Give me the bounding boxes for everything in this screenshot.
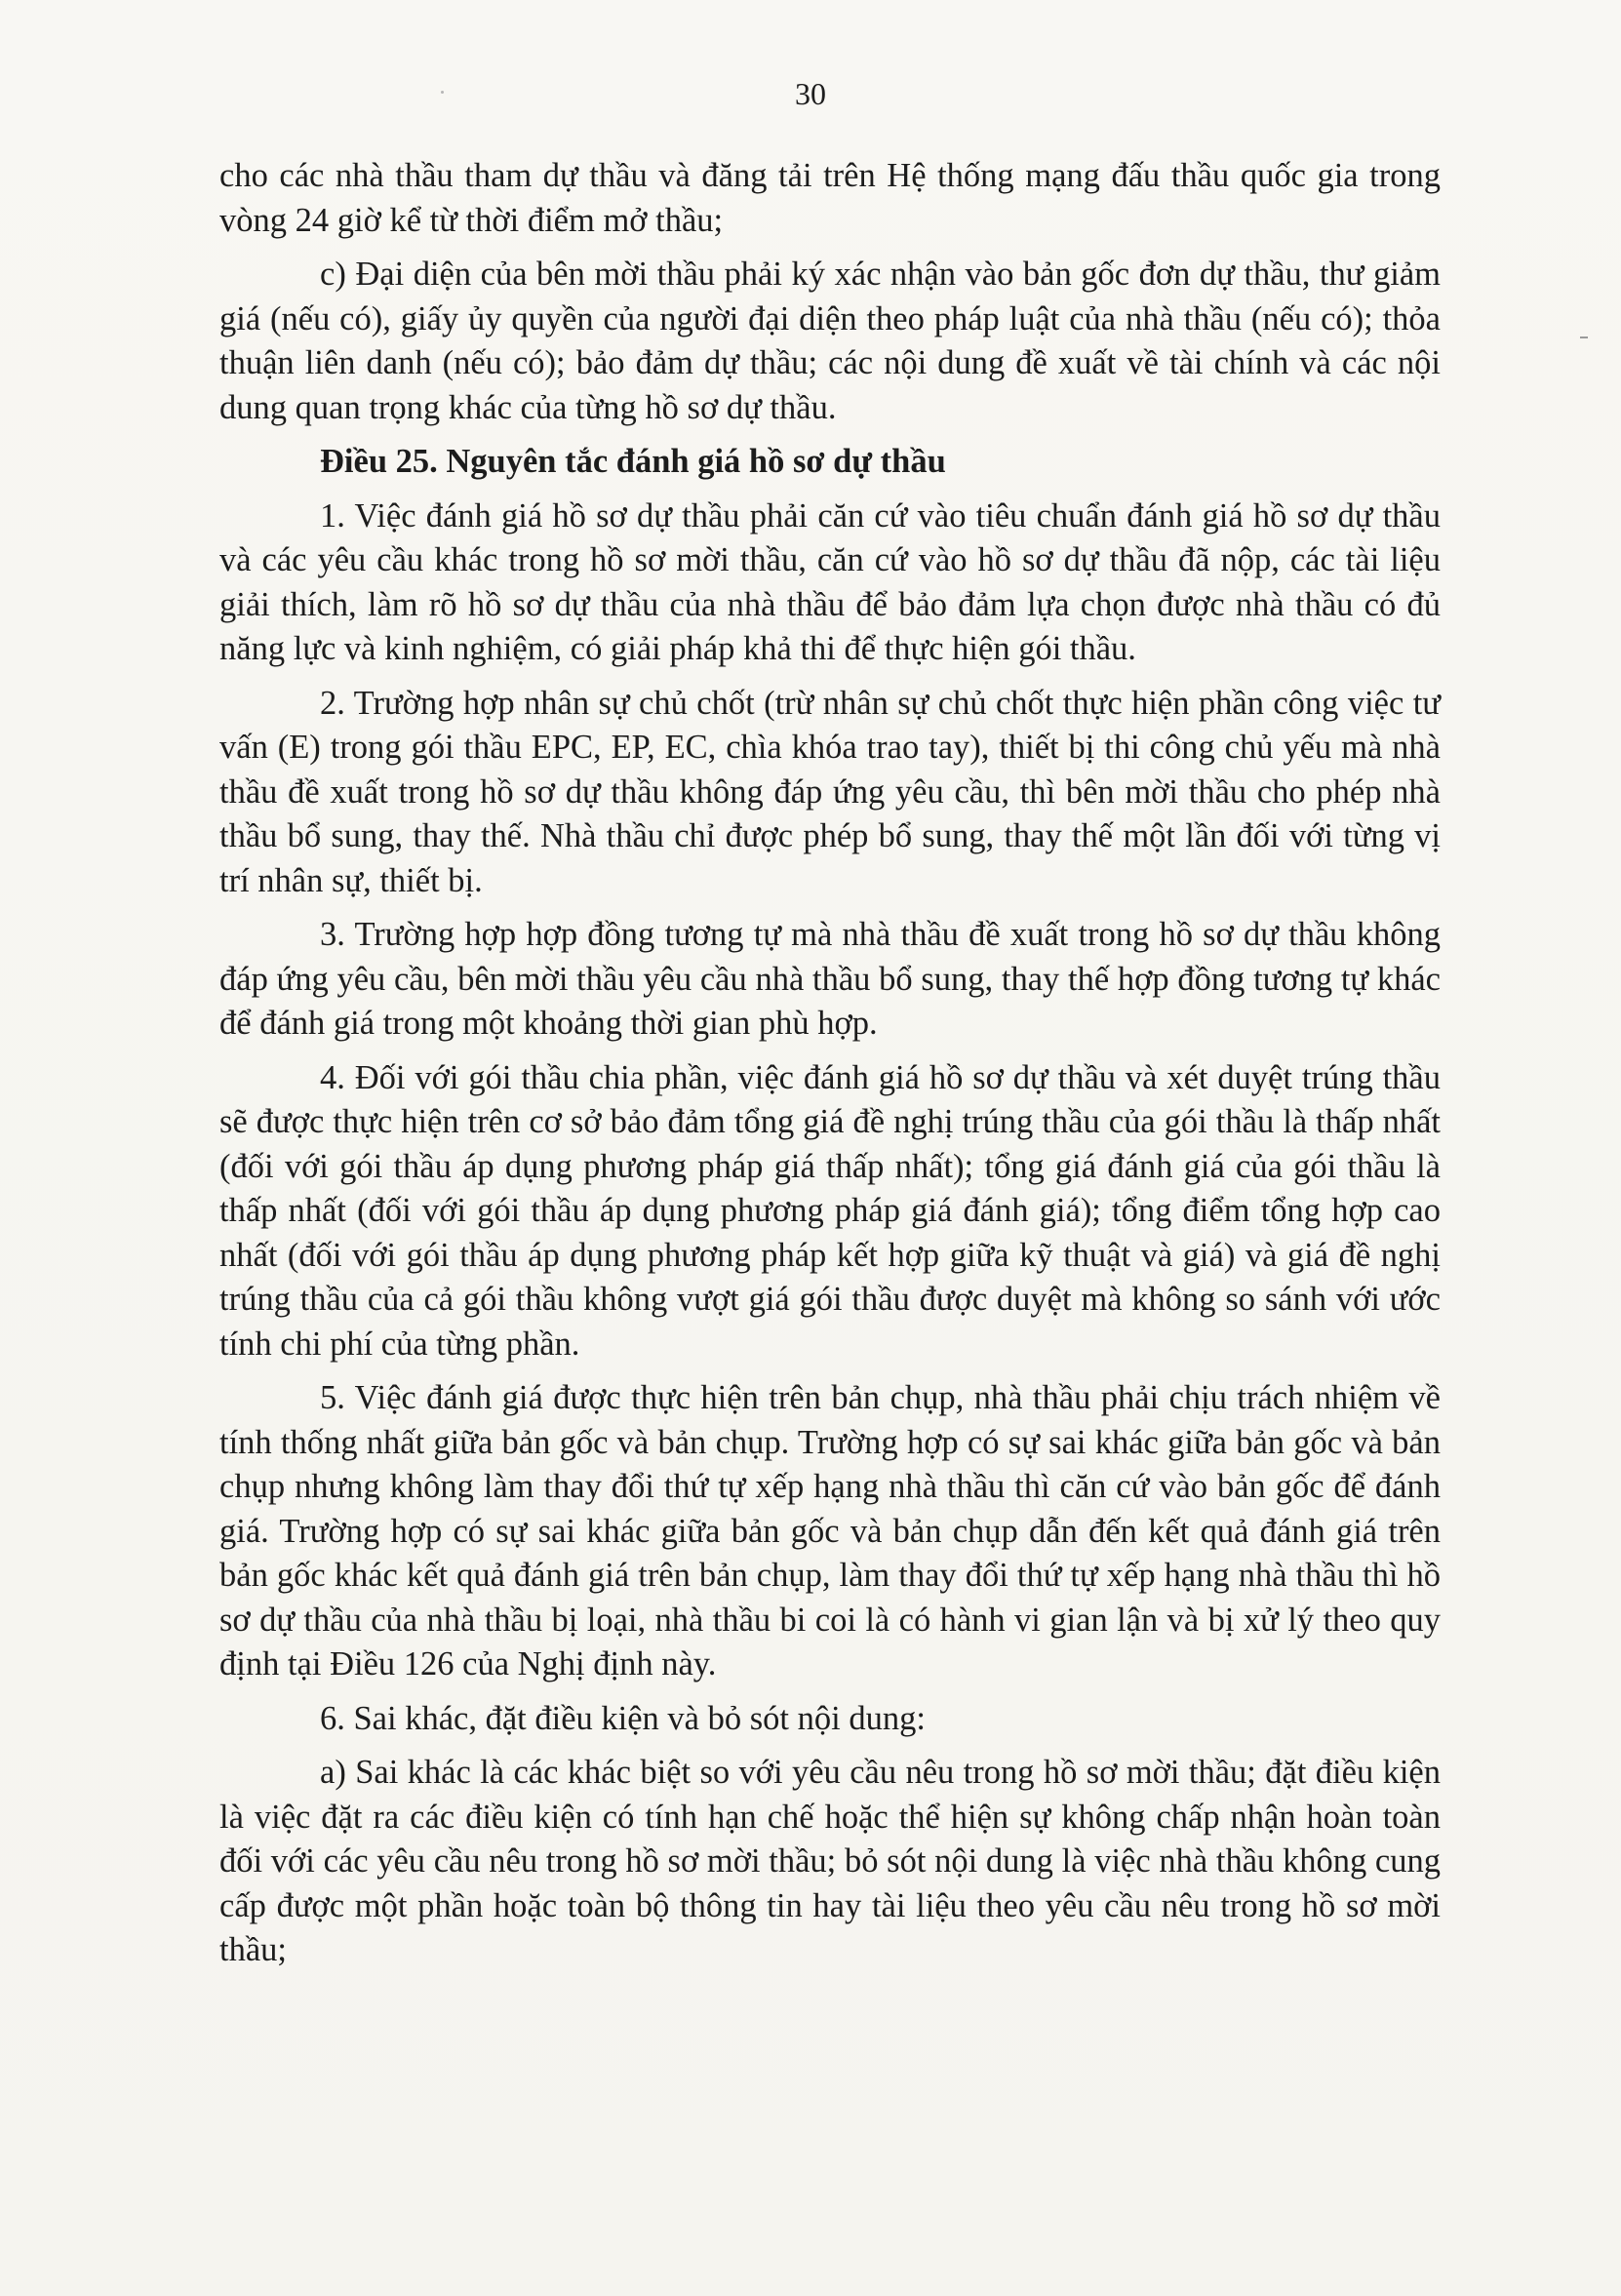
paragraph-clause-c: c) Đại diện của bên mời thầu phải ký xác nhận vào bản gốc đơn dự thầu, thư giảm giá (nếu có), giấy ủy quyền của người đại diện theo pháp luật của nhà thầu (nếu có); thỏa thuận liên danh (nếu có); bảo đảm dự thầu; các nội dung đề xuất về tài chính và các nội dung quan trọng khác của từng hồ sơ dự thầu.: [219, 256, 1441, 426]
paragraph-continuation: cho các nhà thầu tham dự thầu và đăng tải trên Hệ thống mạng đấu thầu quốc gia trong vòng 24 giờ kể từ thời điểm mở thầu;: [219, 157, 1441, 239]
paragraph-item-6: 6. Sai khác, đặt điều kiện và bỏ sót nội dung:: [320, 1699, 926, 1737]
paragraph-item-3: 3. Trường hợp hợp đồng tương tự mà nhà thầu đề xuất trong hồ sơ dự thầu không đáp ứng yêu cầu, bên mời thầu yêu cầu nhà thầu bổ sung, thay thế hợp đồng tương tự khác để đánh giá trong một khoảng thời gian phù hợp.: [219, 916, 1441, 1042]
article-25-heading: Điều 25. Nguyên tắc đánh giá hồ sơ dự thầu: [320, 443, 946, 480]
paragraph-item-2: 2. Trường hợp nhân sự chủ chốt (trừ nhân sự chủ chốt thực hiện phần công việc tư vấn (E) trong gói thầu EPC, EP, EC, chìa khóa trao tay), thiết bị thi công chủ yếu mà nhà thầu đề xuất trong hồ sơ dự thầu không đáp ứng yêu cầu, thì bên mời thầu cho phép nhà thầu bổ sung, thay thế. Nhà thầu chỉ được phép bổ sung, thay thế một lần đối với từng vị trí nhân sự, thiết bị.: [219, 684, 1441, 899]
paragraph-item-4: 4. Đối với gói thầu chia phần, việc đánh giá hồ sơ dự thầu và xét duyệt trúng thầu sẽ được thực hiện trên cơ sở bảo đảm tổng giá đề nghị trúng thầu của gói thầu là thấp nhất (đối với gói thầu áp dụng phương pháp giá thấp nhất); tổng giá đánh giá của gói thầu là thấp nhất (đối với gói thầu áp dụng phương pháp giá đánh giá); tổng điểm tổng hợp cao nhất (đối với gói thầu áp dụng phương pháp kết hợp giữa kỹ thuật và giá) và giá đề nghị trúng thầu của cả gói thầu không vượt giá gói thầu được duyệt mà không so sánh với ước tính chi phí của từng phần.: [219, 1058, 1441, 1363]
paragraph-item-5: 5. Việc đánh giá được thực hiện trên bản chụp, nhà thầu phải chịu trách nhiệm về tính thống nhất giữa bản gốc và bản chụp. Trường hợp có sự sai khác giữa bản gốc và bản chụp nhưng không làm thay đổi thứ tự xếp hạng nhà thầu thì căn cứ vào bản gốc để đánh giá. Trường hợp có sự sai khác giữa bản gốc và bản chụp dẫn đến kết quả đánh giá trên bản gốc khác kết quả đánh giá trên bản chụp, làm thay đổi thứ tự xếp hạng nhà thầu thì hồ sơ dự thầu của nhà thầu bị loại, nhà thầu bi coi là có hành vi gian lận và bị xử lý theo quy định tại Điều 126 của Nghị định này.: [219, 1379, 1441, 1682]
scan-edge-mark: [1580, 336, 1588, 338]
document-body: [219, 154, 1441, 1983]
page-number: 30: [795, 76, 826, 111]
paragraph-item-1: 1. Việc đánh giá hồ sơ dự thầu phải căn cứ vào tiêu chuẩn đánh giá hồ sơ dự thầu và các yêu cầu khác trong hồ sơ mời thầu, căn cứ vào hồ sơ dự thầu đã nộp, các tài liệu giải thích, làm rõ hồ sơ dự thầu của nhà thầu để bảo đảm lựa chọn được nhà thầu có đủ năng lực và kinh nghiệm, có giải pháp khả thi để thực hiện gói thầu.: [219, 496, 1441, 667]
paragraph-item-6a: a) Sai khác là các khác biệt so với yêu cầu nêu trong hồ sơ mời thầu; đặt điều kiện là việc đặt ra các điều kiện có tính hạn chế hoặc thể hiện sự không chấp nhận hoàn toàn đối với các yêu cầu nêu trong hồ sơ mời thầu; bỏ sót nội dung là việc nhà thầu không cung cấp được một phần hoặc toàn bộ thông tin hay tài liệu theo yêu cầu nêu trong hồ sơ mời thầu;: [219, 1754, 1441, 1968]
